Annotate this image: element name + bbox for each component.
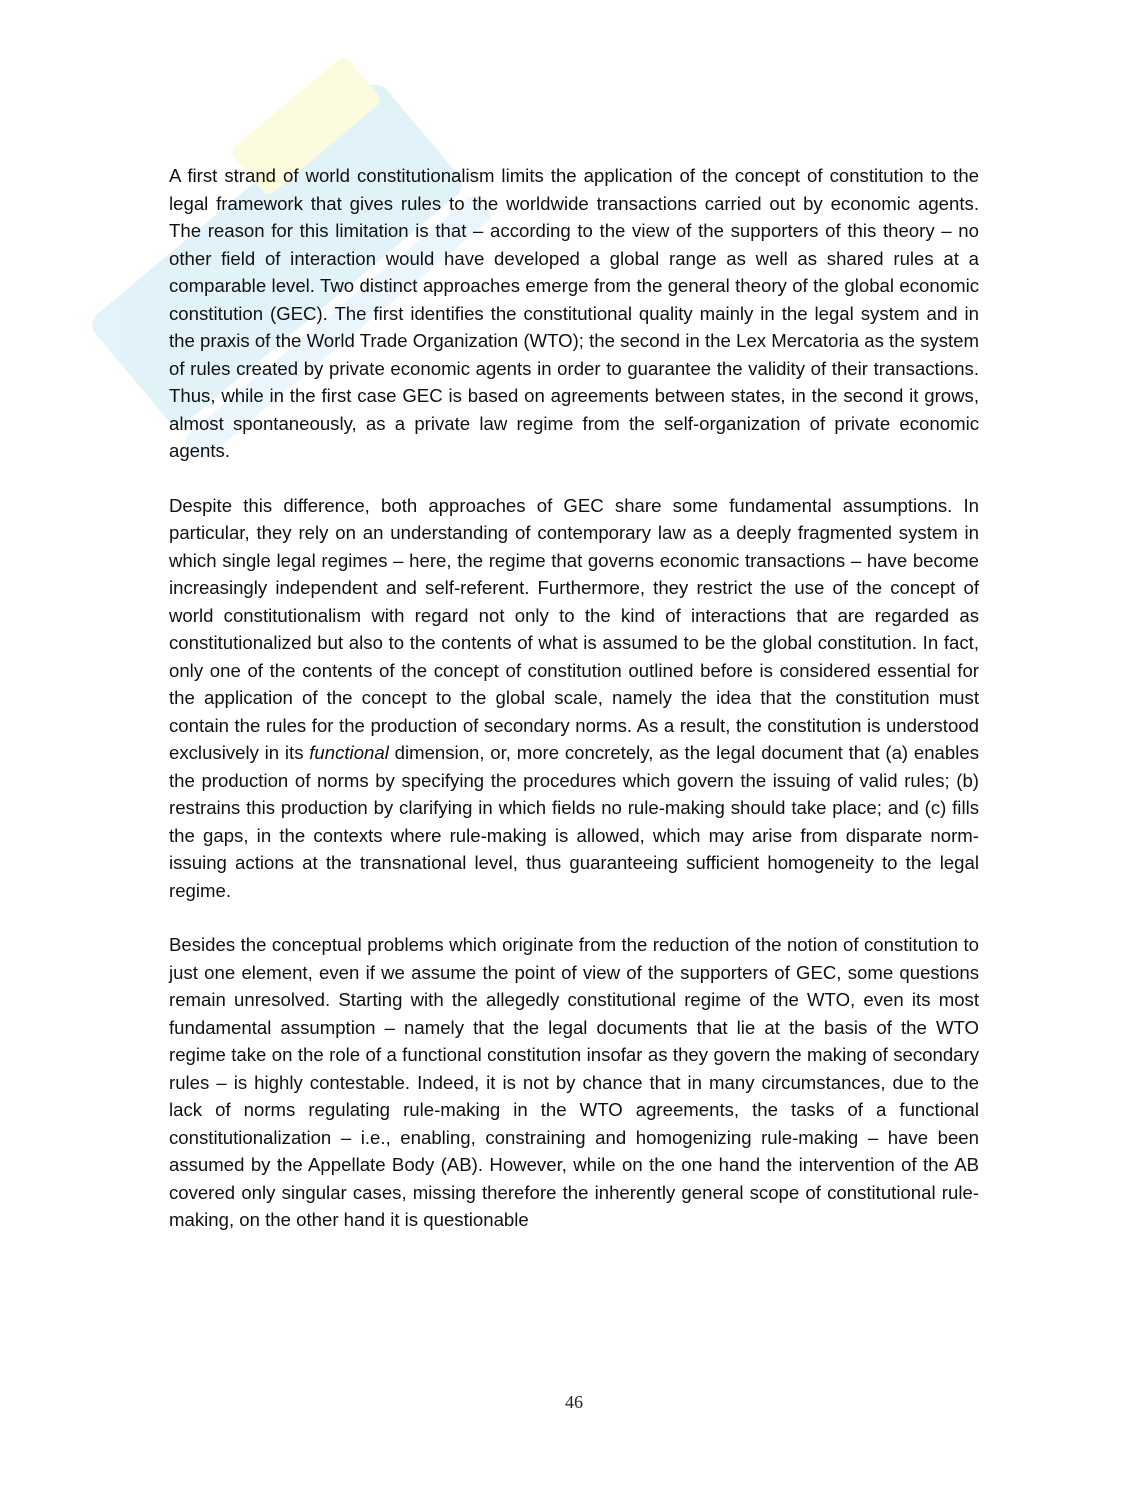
paragraph-2-emphasis: functional xyxy=(309,742,389,763)
document-body xyxy=(169,162,979,1261)
paragraph-2 xyxy=(169,492,979,905)
paragraph-2-text-b: dimension, or, more concretely, as the legal document that (a) enables the production of norms by specifying the procedures which govern the issuing of valid rules; (b) restrains this production by clarifying in which fields no rule-making should take place; and (c) fills the gaps, in the contexts where rule-making is allowed, which may arise from disparate norm-issuing actions at the transnational level, thus guaranteeing sufficient homogeneity to the legal regime. xyxy=(169,742,979,901)
page-number: 46 xyxy=(565,1392,583,1412)
paragraph-1-text: A first strand of world constitutionalism limits the application of the concept of constitution to the legal framework that gives rules to the worldwide transactions carried out by economic agents. The reason for this limitation is that – according to the view of the supporters of this theory – no other field of interaction would have developed a global range as well as shared rules at a comparable level. Two distinct approaches emerge from the general theory of the global economic constitution (GEC). The first identifies the constitutional quality mainly in the legal system and in the praxis of the World Trade Organization (WTO); the second in the Lex Mercatoria as the system of rules created by private economic agents in order to guarantee the validity of their transactions. Thus, while in the first case GEC is based on agreements between states, in the second it grows, almost spontaneously, as a private law regime from the self-organization of private economic agents. xyxy=(169,165,979,461)
paragraph-2-text-a: Despite this difference, both approaches of GEC share some fundamental assumptions. In particular, they rely on an understanding of contemporary law as a deeply fragmented system in which single legal regimes – here, the regime that governs economic transactions – have become increasingly independent and self-referent. Furthermore, they restrict the use of the concept of world constitutionalism with regard not only to the kind of interactions that are regarded as constitutionalized but also to the contents of what is assumed to be the global constitution. In fact, only one of the contents of the concept of constitution outlined before is considered essential for the application of the concept to the global scale, namely the idea that the constitution must contain the rules for the production of secondary norms. As a result, the constitution is understood exclusively in its xyxy=(169,494,979,763)
paragraph-1 xyxy=(169,162,979,465)
paragraph-3 xyxy=(169,931,979,1234)
paragraph-3-text: Besides the conceptual problems which originate from the reduction of the notion of constitution to just one element, even if we assume the point of view of the supporters of GEC, some questions remain unresolved. Starting with the allegedly constitutional regime of the WTO, even its most fundamental assumption – namely that the legal documents that lie at the basis of the WTO regime take on the role of a functional constitution insofar as they govern the making of secondary rules – is highly contestable. Indeed, it is not by chance that in many circumstances, due to the lack of norms regulating rule-making in the WTO agreements, the tasks of a functional constitutionalization – i.e., enabling, constraining and homogenizing rule-making – have been assumed by the Appellate Body (AB). However, while on the one hand the intervention of the AB covered only singular cases, missing therefore the inherently general scope of constitutional rule-making, on the other hand it is questionable xyxy=(169,934,979,1230)
